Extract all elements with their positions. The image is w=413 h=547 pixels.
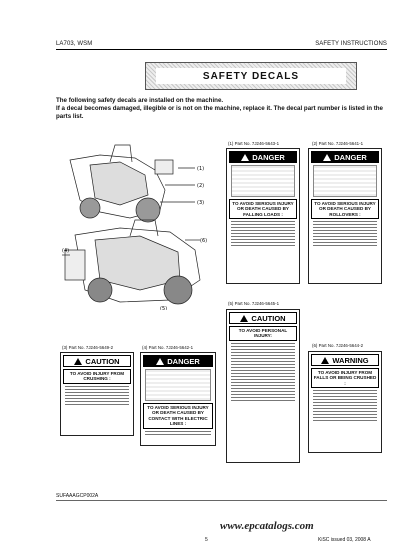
svg-text:(3): (3) (197, 200, 205, 206)
decal-5-signal-word: CAUTION (251, 313, 286, 323)
decal-6-heading: TO AVOID INJURY FROM FALLS OR BEING CRUSHED : (311, 368, 379, 388)
watermark-text: www.epcatalogs.com (220, 520, 314, 532)
issue-date: KiSC issued 03, 2008 A (318, 537, 371, 543)
decal-6-signal-word: WARNING (332, 355, 369, 365)
decal-4-danger-banner (143, 355, 213, 367)
decal-5-caution-banner (229, 312, 297, 324)
decal-6 (308, 351, 382, 453)
decal-1-danger-banner (229, 151, 297, 163)
decal-6-warning-banner (311, 354, 379, 366)
svg-text:(4): (4) (62, 248, 70, 254)
decal-4-signal-word: DANGER (167, 356, 200, 366)
svg-text:(5): (5) (160, 306, 168, 310)
page-number: 5 (205, 537, 208, 543)
svg-text:(6): (6) (200, 238, 208, 244)
rollover-pictogram (313, 165, 377, 197)
decal-2-heading: TO AVOID SERIOUS INJURY OR DEATH CAUSED BY ROLLOVERS : (311, 199, 379, 219)
intro-line-1: The following safety decals are installed on the machine. (56, 97, 224, 104)
header-rule (56, 49, 387, 50)
decal-5 (226, 309, 300, 463)
decal-1 (226, 148, 300, 284)
svg-text:(2): (2) (197, 183, 205, 189)
decal-4-heading: TO AVOID SERIOUS INJURY OR DEATH CAUSED BY CONTACT WITH ELECTRIC LINES : (143, 403, 213, 429)
machine-illustration (60, 140, 210, 310)
decal-4-caption: (4) Part No. 7J246-5642-1 (142, 345, 194, 350)
warning-triangle-icon (323, 154, 331, 161)
warning-triangle-icon (321, 357, 329, 364)
svg-text:(1): (1) (197, 166, 205, 172)
decal-3-caution-banner (63, 355, 131, 367)
decal-3 (60, 352, 134, 436)
warning-triangle-icon (240, 315, 248, 322)
warning-triangle-icon (156, 358, 164, 365)
page-title: SAFETY DECALS (156, 68, 346, 84)
intro-line-2: If a decal becomes damaged, illegible or is not on the machine, replace it. The decal part number is listed in the parts list. (56, 105, 383, 120)
decal-2-signal-word: DANGER (334, 152, 367, 162)
decal-6-caption: (6) Part No. 7J246-5644-2 (312, 343, 364, 348)
warning-triangle-icon (241, 154, 249, 161)
decal-3-heading: TO AVOID INJURY FROM CRUSHING : (63, 369, 131, 384)
title-box (145, 62, 357, 90)
decal-1-caption: (1) Part No. 7J246-5643-1 (228, 141, 280, 146)
decal-5-caption: (5) Part No. 7J246-5645-1 (228, 301, 280, 306)
electric-lines-pictogram (145, 369, 211, 401)
header-manual-code: LA703, WSM (56, 41, 93, 47)
decal-4 (140, 352, 216, 446)
decal-1-signal-word: DANGER (252, 152, 285, 162)
figure-code: SUFAAAGCP002A (56, 493, 99, 499)
decal-3-caption: (3) Part No. 7J246-5649-2 (62, 345, 114, 350)
decal-2 (308, 148, 382, 284)
falling-load-pictogram (231, 165, 295, 197)
warning-triangle-icon (74, 358, 82, 365)
decal-1-heading: TO AVOID SERIOUS INJURY OR DEATH CAUSED BY FALLING LOADS : (229, 199, 297, 219)
decal-5-heading: TO AVOID PERSONAL INJURY: (229, 326, 297, 341)
decal-3-signal-word: CAUTION (85, 356, 120, 366)
figure-rule (56, 500, 387, 501)
header-section-title: SAFETY INSTRUCTIONS (315, 41, 387, 47)
decal-2-danger-banner (311, 151, 379, 163)
decal-2-caption: (2) Part No. 7J246-5641-1 (312, 141, 364, 146)
